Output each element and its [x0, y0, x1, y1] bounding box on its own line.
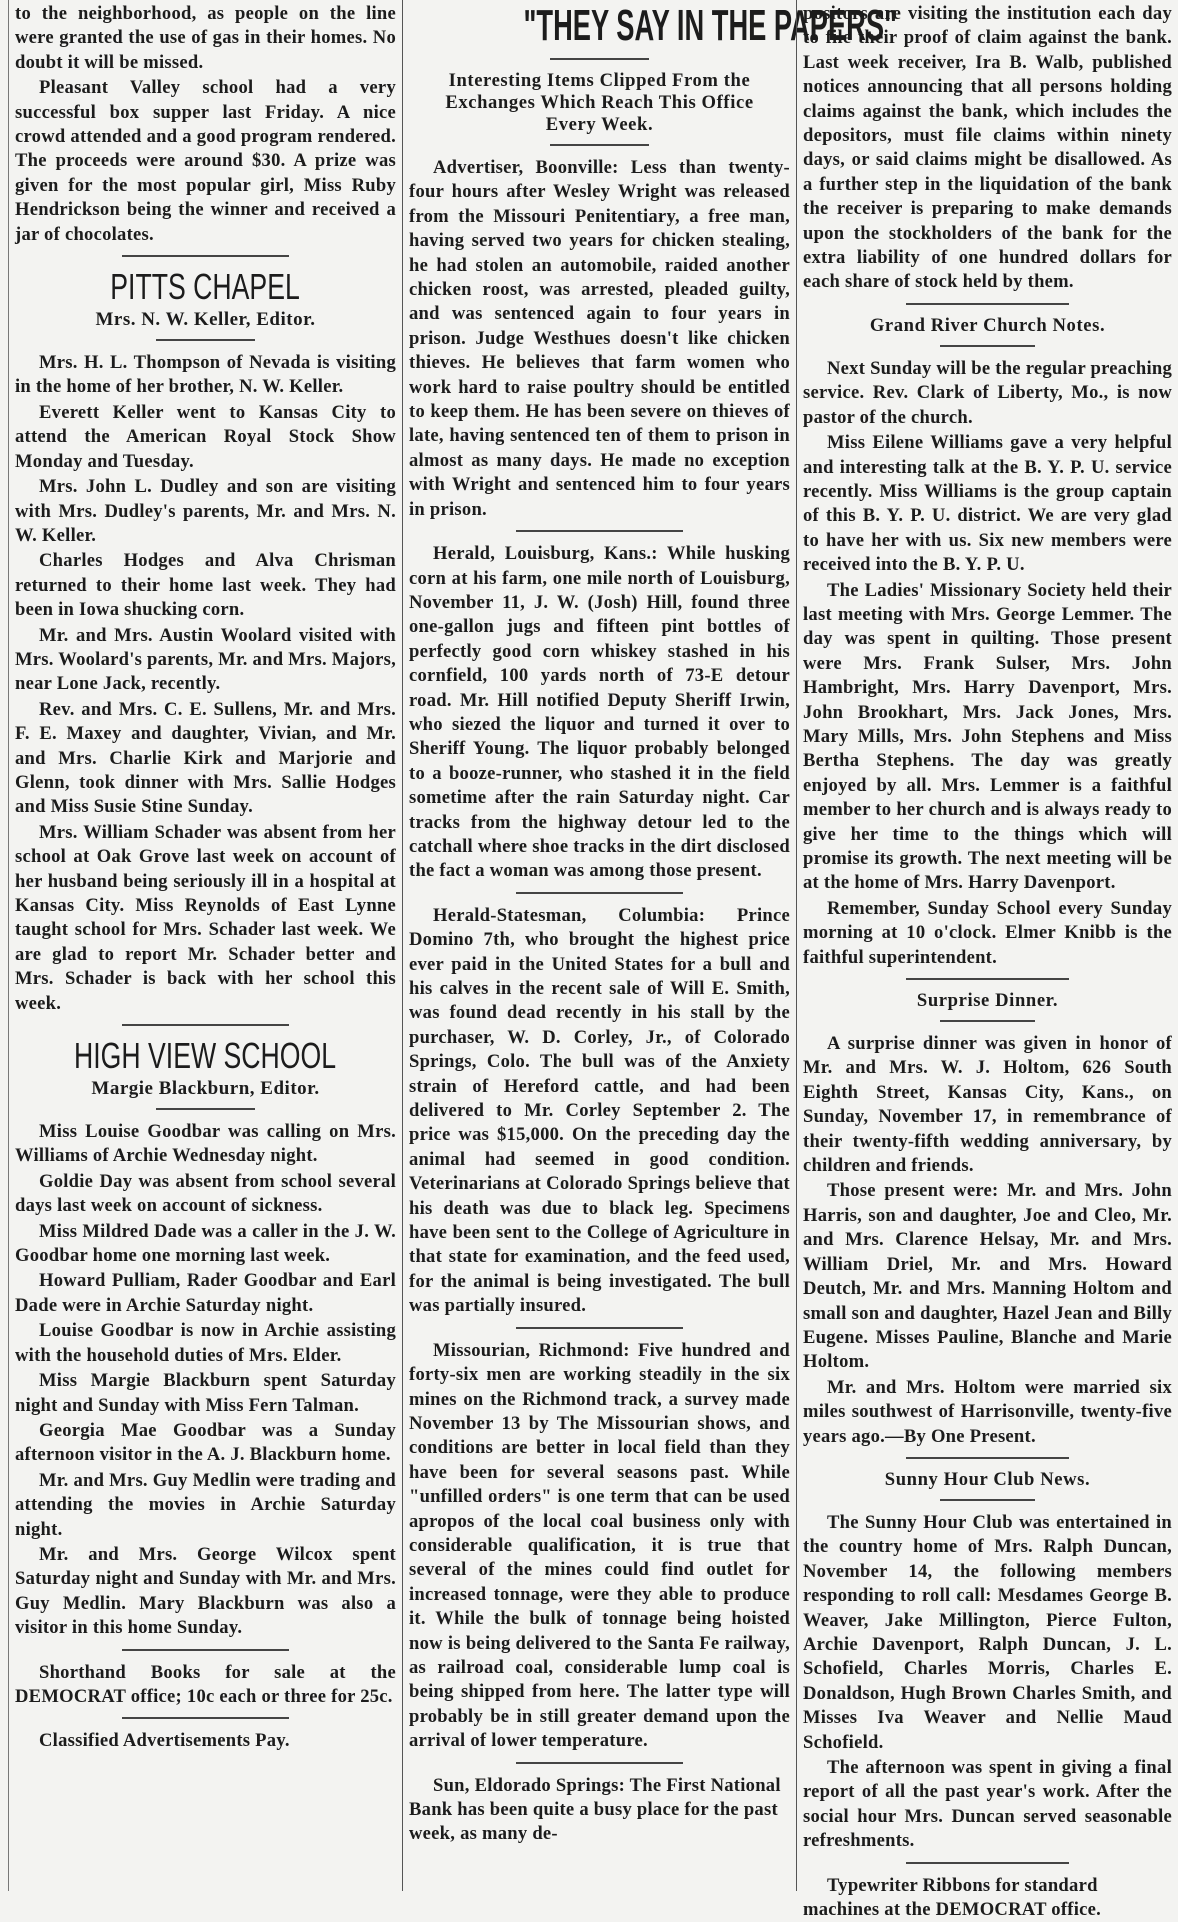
editor-byline: Mrs. N. W. Keller, Editor.	[95, 309, 316, 331]
news-item: Mr. and Mrs. George Wilcox spent Saturday night and Sunday with Mr. and Mrs. Guy Medlin. Mary Blackburn was also a visitor in this home Sunday.	[15, 1543, 396, 1639]
news-item: Remember, Sunday School every Sunday morning at 10 o'clock. Elmer Knibb is the faithful superintendent.	[803, 897, 1172, 968]
news-item: Herald-Statesman, Columbia: Prince Domino 7th, who brought the highest price ever paid in the United States for a bull and his calves in the recent sale of Will E. Smith, was found dead recently in his stall by the purchaser, W. D. Corley, Jr., of Colorado Springs, Colo. The bull was of the Anxiety strain of Hereford cattle, and had been delivered to Mr. Corley September 2. The price was $15,000. On the preceding day the animal had seemed in good condition. Veterinarians at Colorado Springs believe that his death was due to black leg. Specimens have been sent to the College of Agriculture in that state for examination, and the feed used, for the animal is being investigated. The bull was partially insured.	[409, 904, 790, 1317]
divider	[122, 255, 290, 257]
divider	[156, 1108, 255, 1110]
divider	[122, 1649, 290, 1651]
news-item: Mr. and Mrs. Holtom were married six miles southwest of Harrisonville, twenty-five years ago.—By One Present.	[803, 1376, 1172, 1447]
section-heading	[15, 267, 396, 307]
editor-byline: Margie Blackburn, Editor.	[91, 1078, 320, 1100]
section-heading-text: PITTS CHAPEL	[110, 266, 301, 308]
news-item: Everett Keller went to Kansas City to attend the American Royal Stock Show Monday and Tuesday.	[15, 401, 396, 472]
divider	[516, 530, 684, 532]
news-item: Missourian, Richmond: Five hundred and forty-six men are working steadily in the six mines on the Richmond track, a survey made November 13 by The Missourian shows, and conditions are better in local field than they have been for several seasons past. While "unfilled orders" is one term that can be used apropos of the local coal business only with considerable qualification, it is true that several of the mines could find outlet for increased tonnage, were they able to produce it. While the bulk of tonnage being hoisted now is being delivered to the Santa Fe railway, as railroad coal, considerable lump coal is being shipped from here. The latter type will probably be in still greater demand upon the arrival of lower temperature.	[409, 1339, 790, 1752]
news-item: Herald, Louisburg, Kans.: While husking corn at his farm, one mile north of Louisburg, November 11, J. W. (Josh) Hill, found three one-gallon jugs and fifteen pint bottles of perfectly good corn whiskey stashed in his cornfield, 100 yards north of 73-E detour road. Mr. Hill notified Deputy Sheriff Irwin, who siezed the liquor and turned it over to Sheriff Young. The liquor probably belonged to a booze-runner, who stashed it in the field sometime after the rain Saturday night. Car tracks from the highway detour led to the catchall where shoe tracks in the dirt disclosed the fact a woman was among those present.	[409, 543, 790, 882]
news-item: to the neighborhood, as people on the line were granted the use of gas in their homes. No doubt it will be missed.	[15, 3, 396, 73]
news-item: Shorthand Books for sale at the DEMOCRAT office; 10c each or three for 25c.	[15, 1661, 396, 1707]
column-2	[402, 0, 898, 1891]
news-item: positors are visiting the institution each day to file their proof of claim against the bank. Last week receiver, Ira B. Walb, published notices announcing that all persons holding claims against the bank, which includes the depositors, must file claims within ninety days, or said claims might be disallowed. As a further step in the liquidation of the bank the receiver is preparing to make demands upon the stockholders of the bank for the extra liability of one hundred dollars for each share of stock held by them.	[803, 3, 1172, 293]
news-item: A surprise dinner was given in honor of Mr. and Mrs. W. J. Holtom, 626 South Eighth Street, Kansas City, Kans., on Sunday, November 17, in remembrance of their twenty-fifth wedding anniversary, by children and friends.	[803, 1033, 1172, 1177]
news-item: Georgia Mae Goodbar was a Sunday afternoon visitor in the A. J. Blackburn home.	[15, 1419, 396, 1466]
column-3	[796, 0, 1178, 1921]
news-item: Charles Hodges and Alva Chrisman returned to their home last week. They had been in Iowa shucking corn.	[15, 550, 396, 621]
divider	[906, 303, 1068, 305]
divider	[516, 892, 684, 894]
news-item: Mr. and Mrs. Austin Woolard visited with Mrs. Woolard's parents, Mr. and Mrs. Majors, near Lone Jack, recently.	[15, 624, 396, 695]
divider	[940, 1020, 1036, 1022]
news-item: Mrs. William Schader was absent from her school at Oak Grove last week on account of her husband being seriously ill in a hospital at Kansas City. Miss Reynolds of East Lynne taught school for Mrs. Schader last week. We are glad to report Mr. Schader better and Mrs. Schader is back with her school this week.	[15, 821, 396, 1014]
divider	[550, 58, 649, 60]
divider	[906, 1862, 1068, 1864]
divider	[122, 1717, 290, 1719]
section-heading-text: HIGH VIEW SCHOOL	[74, 1035, 337, 1077]
news-item: Louise Goodbar is now in Archie assisting with the household duties of Mrs. Elder.	[15, 1320, 396, 1366]
divider	[516, 1762, 684, 1764]
divider	[516, 1327, 684, 1329]
divider	[906, 1457, 1068, 1459]
news-item: Mrs. H. L. Thompson of Nevada is visiting in the home of her brother, N. W. Keller.	[15, 352, 396, 398]
subheading: Surprise Dinner.	[916, 990, 1059, 1012]
news-item: Miss Margie Blackburn spent Saturday night and Sunday with Miss Fern Talman.	[15, 1370, 396, 1416]
section-heading	[15, 1036, 396, 1076]
news-item: Those present were: Mr. and Mrs. John Harris, son and daughter, Joe and Cleo, Mr. and Mrs. Clarence Helsay, Mr. and Mrs. William Driel, Mr. and Mrs. Howard Deutch, Mr. and Mrs. Manning Holtom and small son and daughter, Hazel Jean and Billy Eugene. Misses Pauline, Blanche and Marie Holtom.	[803, 1180, 1172, 1373]
news-item: The Sunny Hour Club was entertained in the country home of Mrs. Ralph Duncan, November 14, the following members responding to roll call: Mesdames George B. Weaver, Jake Millington, Pierce Fulton, Archie Davenport, Ralph Duncan, J. L. Schofield, Charles Morris, Charles E. Donaldson, Hugh Brown Charles Smith, and Misses Iva Weaver and Nellie Maud Schofield.	[803, 1511, 1172, 1753]
news-item: The afternoon was spent in giving a final report of all the past year's work. After the social hour Mrs. Duncan served seasonable refreshments.	[803, 1757, 1172, 1852]
news-item: The Ladies' Missionary Society held their last meeting with Mrs. George Lemmer. The day was spent in quilting. Those present were Mrs. Frank Sulser, Mrs. John Hambright, Mrs. Harry Davenport, Mrs. John Brookhart, Mrs. Jack Jones, Mrs. Mary Mills, Mrs. John Stephens and Miss Bertha Stephens. The day was greatly enjoyed by all. Mrs. Lemmer is a faithful member to her church and is always ready to give her time to the things which will promise its growth. The next meeting will be at the home of Mrs. Harry Davenport.	[803, 579, 1172, 894]
news-item: Rev. and Mrs. C. E. Sullens, Mr. and Mrs. F. E. Maxey and daughter, Vivian, and Mr. and Mrs. Charlie Kirk and Marjorie and Glenn, took dinner with Mrs. Sallie Hodges and Miss Susie Stine Sunday.	[15, 698, 396, 818]
news-item: Sun, Eldorado Springs: The First National Bank has been quite a busy place for the past week, as many de-	[409, 1774, 781, 1845]
news-item: Goldie Day was absent from school several days last week on account of sickness.	[15, 1170, 396, 1217]
divider	[906, 978, 1068, 980]
news-item: Miss Eilene Williams gave a very helpful and interesting talk at the B. Y. P. U. service recently. Miss Williams is the group captain of this B. Y. P. U. district. We are very glad to have her with us. Six new members were received into the B. Y. P. U.	[803, 432, 1172, 576]
news-item: Mrs. John L. Dudley and son are visiting with Mrs. Dudley's parents, Mr. and Mrs. N. W. Keller.	[15, 476, 396, 546]
column-1	[8, 0, 402, 1891]
news-item: Pleasant Valley school had a very successful box supper last Friday. A nice crowd attended and a good program rendered. The proceeds were around $30. A prize was given for the most popular girl, Miss Ruby Hendrickson being the winner and received a jar of chocolates.	[15, 77, 396, 245]
news-item: Next Sunday will be the regular preaching service. Rev. Clark of Liberty, Mo., is now pastor of the church.	[803, 357, 1172, 428]
divider	[940, 345, 1036, 347]
news-item: Miss Louise Goodbar was calling on Mrs. Williams of Archie Wednesday night.	[15, 1121, 396, 1167]
subheading: Grand River Church Notes.	[869, 314, 1106, 336]
subheading: Sunny Hour Club News.	[884, 1468, 1091, 1490]
news-item: Typewriter Ribbons for standard machines at the DEMOCRAT office.	[803, 1874, 1102, 1921]
section-heading	[409, 1, 898, 50]
news-item: Advertiser, Boonville: Less than twenty-four hours after Wesley Wright was released from the Missouri Penitentiary, a free man, having served two years for chicken stealing, he had stolen an automobile, raided another chicken roost, was arrested, pleaded guilty, and was sentenced again to four years in prison. Judge Westhues doesn't like chicken thieves. He believes that farm women who work hard to raise poultry should be entitled to keep them. He has been severe on thieves of late, having sentenced ten of them to prison in almost as many days. He made no exception with Wright and sentenced him to four years in prison.	[409, 157, 790, 520]
subheading: Interesting Items Clipped From the Exchanges Which Reach This Office Every Week.	[445, 70, 754, 135]
news-item: Classified Advertisements Pay.	[39, 1730, 290, 1752]
news-item: Miss Mildred Dade was a caller in the J. W. Goodbar home one morning last week.	[15, 1220, 396, 1267]
divider	[122, 1024, 290, 1026]
divider	[156, 339, 255, 341]
divider	[550, 144, 649, 146]
divider	[940, 1499, 1036, 1501]
section-heading-text: "THEY SAY IN THE PAPERS"	[523, 1, 898, 50]
news-item: Mr. and Mrs. Guy Medlin were trading and attending the movies in Archie Saturday night.	[15, 1469, 396, 1540]
news-item: Howard Pulliam, Rader Goodbar and Earl Dade were in Archie Saturday night.	[15, 1270, 396, 1316]
